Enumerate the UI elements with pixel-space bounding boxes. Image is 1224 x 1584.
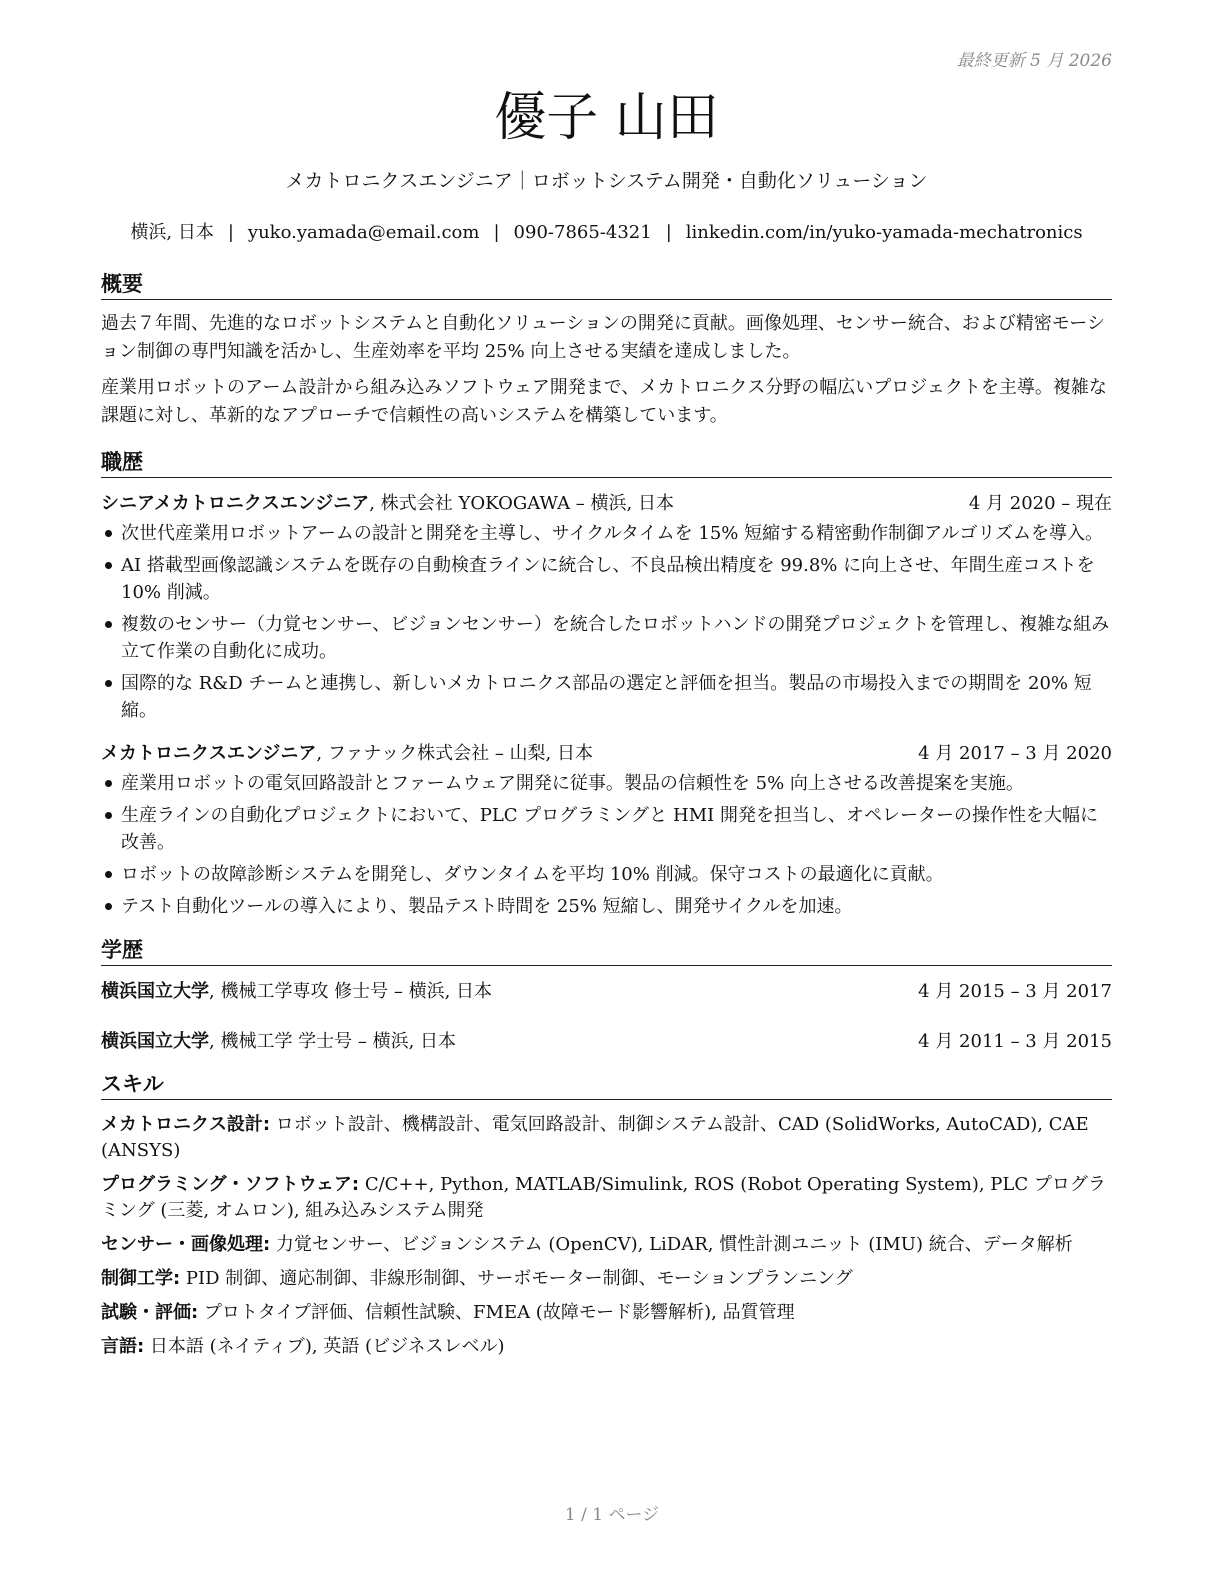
job-dates: 4 月 2020 – 現在	[968, 493, 1112, 514]
job-bullet: 国際的な R&D チームと連携し、新しいメカトロニクス部品の選定と評価を担当。製品の市場投入までの期間を 20% 短縮。	[121, 670, 1112, 724]
skill-item	[101, 1266, 1112, 1292]
job-bullets	[101, 770, 1112, 920]
skill-item	[101, 1334, 1112, 1360]
skill-item	[101, 1172, 1112, 1224]
phone-number: 090-7865-4321	[513, 222, 652, 243]
contact-separator: |	[227, 222, 234, 243]
education-entry	[101, 1028, 1112, 1056]
skill-item	[101, 1300, 1112, 1326]
job-bullet: 次世代産業用ロボットアームの設計と開発を主導し、サイクルタイムを 15% 短縮する精密動作制御アルゴリズムを導入。	[121, 520, 1112, 547]
job-role: メカトロニクスエンジニア	[101, 743, 317, 764]
skill-label: 制御工学:	[101, 1268, 181, 1289]
job-entry	[101, 740, 1112, 920]
skill-text: 力覚センサー、ビジョンシステム (OpenCV), LiDAR, 慣性計測ユニット (IMU) 統合、データ解析	[270, 1234, 1073, 1255]
job-bullet: 複数のセンサー（力覚センサー、ビジョンセンサー）を統合したロボットハンドの開発プロジェクトを管理し、複雑な組み立て作業の自動化に成功。	[121, 611, 1112, 665]
job-bullet: ロボットの故障診断システムを開発し、ダウンタイムを平均 10% 削減。保守コストの最適化に貢献。	[121, 861, 1112, 888]
education-dates: 4 月 2011 – 3 月 2015	[918, 1031, 1112, 1052]
linkedin-link[interactable]: linkedin.com/in/yuko-yamada-mechatronics	[685, 222, 1083, 243]
job-bullet: 産業用ロボットの電気回路設計とファームウェア開発に従事。製品の信頼性を 5% 向上させる改善提案を実施。	[121, 770, 1112, 797]
job-company: , ファナック株式会社 – 山梨, 日本	[316, 743, 593, 764]
section-title-summary: 概要	[101, 270, 1112, 300]
degree-detail: , 機械工学 学士号 – 横浜, 日本	[209, 1031, 457, 1052]
skill-item	[101, 1112, 1112, 1164]
person-name: 優子 山田	[494, 88, 719, 148]
contact-separator: |	[493, 222, 500, 243]
job-role: シニアメカトロニクスエンジニア	[101, 493, 370, 514]
job-header	[101, 490, 1112, 518]
skills-list	[101, 1112, 1112, 1360]
section-title-skills: スキル	[101, 1070, 1112, 1100]
summary-paragraph: 産業用ロボットのアーム設計から組み込みソフトウェア開発まで、メカトロニクス分野の幅広いプロジェクトを主導。複雑な課題に対し、革新的なアプローチで信頼性の高いシステムを構築しています。	[101, 377, 1107, 426]
resume-content	[101, 82, 1112, 1360]
job-dates: 4 月 2017 – 3 月 2020	[918, 743, 1112, 764]
job-bullet: AI 搭載型画像認識システムを既存の自動検査ラインに統合し、不良品検出精度を 99.8% に向上させ、年間生産コストを 10% 削減。	[121, 552, 1112, 606]
job-entry	[101, 490, 1112, 724]
job-header	[101, 740, 1112, 768]
job-bullet: 生産ラインの自動化プロジェクトにおいて、PLC プログラミングと HMI 開発を担当し、オペレーターの操作性を大幅に改善。	[121, 802, 1112, 856]
skill-label: 言語:	[101, 1336, 145, 1357]
skill-text: C/C++, Python, MATLAB/Simulink, ROS (Robot Operating System), PLC プログラミング (三菱, オムロン), 組み込みシステム開発	[101, 1174, 1106, 1221]
school-name: 横浜国立大学	[101, 1031, 209, 1052]
school-name: 横浜国立大学	[101, 981, 209, 1002]
skill-item	[101, 1232, 1112, 1258]
skill-label: メカトロニクス設計:	[101, 1114, 271, 1135]
headline: メカトロニクスエンジニア｜ロボットシステム開発・自動化ソリューション	[285, 170, 928, 192]
job-bullet: テスト自動化ツールの導入により、製品テスト時間を 25% 短縮し、開発サイクルを加速。	[121, 893, 1112, 920]
education-dates: 4 月 2015 – 3 月 2017	[918, 981, 1112, 1002]
skill-text: PID 制御、適応制御、非線形制御、サーボモーター制御、モーションプランニング	[180, 1268, 853, 1289]
job-company: , 株式会社 YOKOGAWA – 横浜, 日本	[369, 493, 674, 514]
location: 横浜, 日本	[130, 222, 214, 243]
contact-separator: |	[665, 222, 672, 243]
email-link[interactable]: yuko.yamada@email.com	[247, 222, 480, 243]
skill-label: センサー・画像処理:	[101, 1234, 271, 1255]
page-number: 1 / 1 ページ	[564, 1505, 660, 1525]
education-entry	[101, 978, 1112, 1006]
skill-label: 試験・評価:	[101, 1302, 199, 1323]
skill-text: 日本語 (ネイティブ), 英語 (ビジネスレベル)	[144, 1336, 505, 1357]
skill-text: プロトタイプ評価、信頼性試験、FMEA (故障モード影響解析), 品質管理	[198, 1302, 795, 1323]
contact-line	[101, 220, 1112, 246]
section-title-education: 学歴	[101, 936, 1112, 966]
job-bullets	[101, 520, 1112, 724]
skill-text: ロボット設計、機構設計、電気回路設計、制御システム設計、CAD (SolidWorks, AutoCAD), CAE (ANSYS)	[101, 1114, 1089, 1161]
summary-paragraph: 過去７年間、先進的なロボットシステムと自動化ソリューションの開発に貢献。画像処理、センサー統合、および精密モーション制御の専門知識を活かし、生産効率を平均 25% 向上させる実績を達成しました。	[101, 313, 1105, 362]
degree-detail: , 機械工学専攻 修士号 – 横浜, 日本	[209, 981, 493, 1002]
skill-label: プログラミング・ソフトウェア:	[101, 1174, 360, 1195]
last-updated: 最終更新 5 月 2026	[956, 51, 1112, 71]
section-title-experience: 職歴	[101, 448, 1112, 478]
